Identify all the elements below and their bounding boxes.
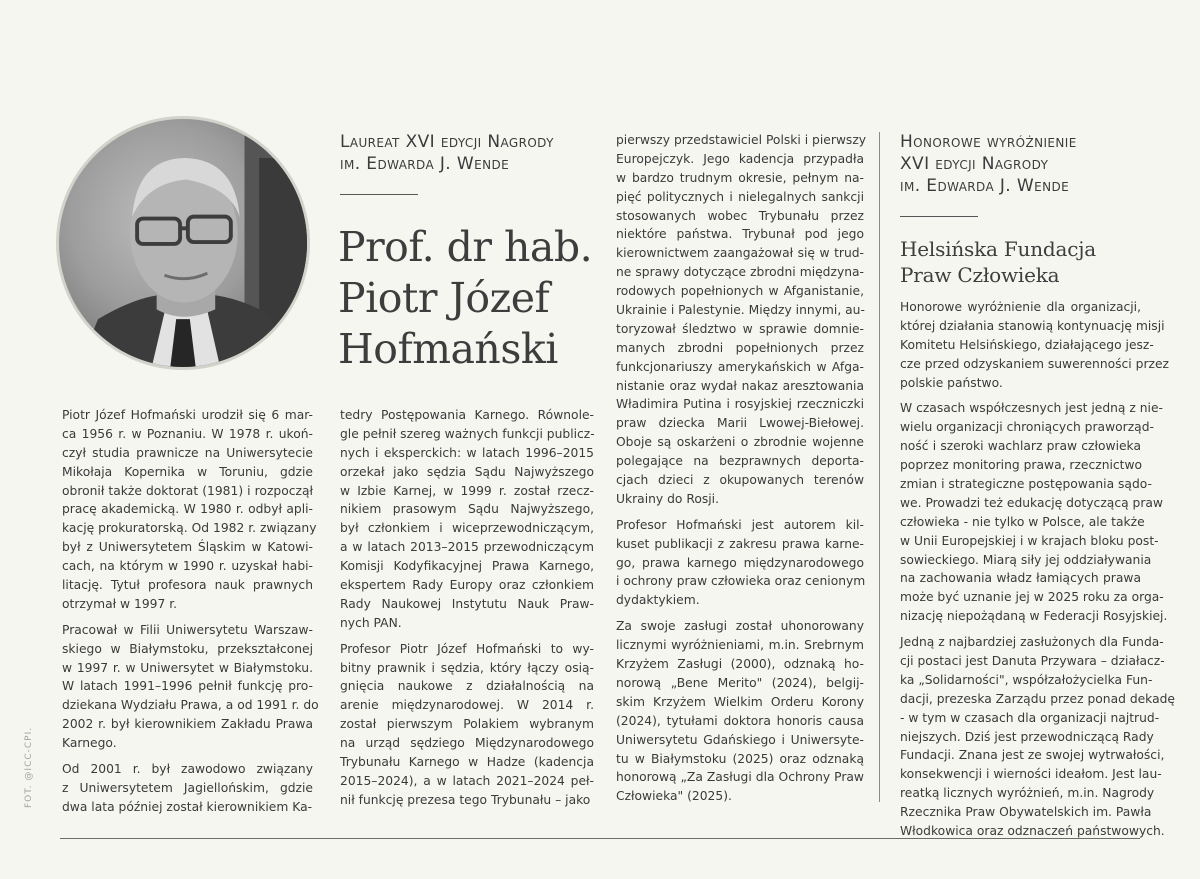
text-line: pracę akademicką. W 1980 r. odbył apli- (62, 502, 313, 517)
text-line: norową „Bene Merito" (2024), belgij- (616, 675, 864, 690)
text-line: dacji, prezeska Zarządu przez ponad dekadę (900, 691, 1175, 706)
text-line: cze przed odzyskaniem suwerenności przez (900, 356, 1169, 371)
kicker-line: im. Edwarda J. Wende (340, 154, 510, 174)
text-line: był z Uniwersytetem Śląskim w Katowi- (62, 540, 313, 555)
text-line: został pierwszym Polakiem wybranym (340, 717, 594, 732)
text-line: Rady Naukowej Instytutu Nauk Praw- (340, 596, 594, 611)
honorable-column (900, 298, 1175, 848)
text-line: Profesor Piotr Józef Hofmański to wy- (340, 641, 594, 656)
name-line: Piotr Józef (338, 274, 550, 322)
laureate-kicker (340, 131, 554, 175)
column-divider (879, 132, 880, 802)
name-line: Hofmański (338, 325, 558, 373)
paragraph (900, 633, 1175, 841)
kicker-line: Laureat XVI edycji Nagrody (340, 132, 554, 152)
laureate-name (338, 222, 592, 375)
text-line: dydaktykiem. (616, 593, 700, 608)
bio-column-2 (340, 406, 594, 817)
photo-credit: FOT. @ICC-CPI. (24, 726, 34, 808)
name-line: Prof. dr hab. (338, 223, 593, 271)
text-line: zmian i strategiczne postępowania sądo- (900, 477, 1152, 492)
paragraph (62, 621, 319, 753)
text-line: Człowieka" (2025). (616, 789, 732, 804)
text-line: niektóre państwa. Trybunał pod jego (616, 227, 864, 242)
text-line: Ukrainy do Rosji. (616, 491, 720, 506)
text-line: Władimira Putina i rosyjskiej rzeczniczki (616, 397, 864, 412)
text-line: nikiem prasowym Sądu Najwyższego, (340, 502, 594, 517)
text-line: honorową „Za Zasługi dla Ochrony Praw (616, 770, 864, 785)
text-line: Włodkowica oraz odznaczeń państwowych. (900, 824, 1165, 839)
text-line: Honorowe wyróżnienie dla organizacji, (900, 300, 1141, 314)
text-line: z Uniwersytetem Jagiellońskim, gdzie (62, 780, 313, 795)
text-line: 2015–2024), a w latach 2021–2024 peł- (340, 773, 594, 788)
text-line: w Unii Europejskiej i w krajach bloku post- (900, 533, 1159, 548)
text-line: a w latach 2013–2015 przewodniczącym (340, 540, 594, 555)
text-line: w 1997 r. w Uniwersytet w Białymstoku. (62, 660, 313, 675)
text-line: polskie państwo. (900, 375, 1003, 390)
text-line: cji postaci jest Danuta Przywara – działacz- (900, 654, 1165, 669)
text-line: toryzował śledztwo w sprawie domnie- (616, 321, 864, 336)
text-line: praw dziecka Marii Lwowej-Biełowej. (616, 416, 864, 431)
text-line: tedry Postępowania Karnego. Równole- (340, 408, 594, 422)
kicker-line: XVI edycji Nagrody (900, 154, 1049, 174)
text-line: stosowanych wobec Trybunału przez (616, 208, 864, 223)
text-line: wielu organizacji chroniących praworząd- (900, 420, 1154, 435)
text-line: niejszych. Dziś jest przewodniczącą Rady (900, 729, 1154, 744)
paragraph (900, 298, 1169, 392)
text-line: czył studia prawnicze na Uniwersytecie (62, 445, 313, 460)
text-line: Pracował w Filii Uniwersytetu Warszaw- (62, 622, 313, 637)
bottom-rule (60, 838, 1140, 839)
text-line: cjach dzieci z okupowanych terenów (616, 473, 864, 488)
text-line: sowieckiego. Miarą siły jej oddziaływania (900, 552, 1152, 567)
text-line: Krzyżem Zasługi (2000), odznaką ho- (616, 657, 864, 672)
paragraph (340, 640, 594, 810)
text-line: na urząd sędziego Międzynarodowego (340, 736, 594, 751)
text-line: nizację niepożądaną w Federacji Rosyjskiej. (900, 609, 1168, 624)
text-line: kierownictwem zaangażował się w trud- (616, 246, 864, 261)
bio-column-1 (62, 406, 319, 824)
text-line: cach, na którym w 1990 r. uzyskał habi- (62, 559, 313, 574)
text-line: obronił także doktorat (1981) i rozpoczął (62, 483, 313, 498)
text-line: Rzecznika Praw Obywatelskich im. Pawła (900, 805, 1152, 820)
text-line: nistanie oraz wydał nakaz aresztowania (616, 378, 864, 393)
text-line: Europejczyk. Jego kadencja przypadła (616, 151, 864, 166)
text-line: Trybunału Karnego w Hadze (kadencja (340, 755, 594, 770)
paragraph (900, 399, 1168, 626)
name-line: Helsińska Fundacja (900, 237, 1096, 261)
paragraph (62, 406, 317, 614)
text-line: 2002 r. był kierownikiem Zakładu Prawa (62, 717, 313, 732)
text-line: ca 1956 r. w Poznaniu. W 1978 r. ukoń- (62, 426, 313, 441)
honorable-name (900, 236, 1096, 288)
text-line: na zachowania władz łamiących prawa (900, 571, 1141, 586)
text-line: Jedną z najbardziej zasłużonych dla Funda- (900, 635, 1164, 650)
honorable-kicker (900, 131, 1077, 197)
text-line: Mikołaja Kopernika w Toruniu, gdzie (62, 464, 313, 479)
text-line: nił funkcję prezesa tego Trybunału – jako (340, 792, 591, 807)
text-line: (2024), tytułami doktora honoris causa (616, 713, 864, 728)
text-line: W czasach współczesnych jest jedną z nie- (900, 401, 1163, 416)
text-line: tu w Białymstoku (2025) oraz odznaką (616, 751, 864, 766)
text-line: Komisji Kodyfikacyjnej Prawa Karnego, (340, 559, 594, 574)
bio-column-3 (616, 131, 867, 813)
text-line: gnięcia naukowe z działalnością na (340, 679, 594, 694)
text-line: Oboje są oskarżeni o zbrodnie wojenne (616, 435, 864, 450)
text-line: licznymi wyróżnieniami, m.in. Srebrnym (616, 638, 864, 653)
text-line: go, prawa karnego międzynarodowego (616, 555, 864, 570)
text-line: konsekwencji i wierności ideałom. Jest lau- (900, 767, 1162, 782)
text-line: ne sprawy dotyczące zbrodni międzyna- (616, 265, 864, 280)
kicker-line: im. Edwarda J. Wende (900, 176, 1070, 196)
text-line: - w tym w czasach dla organizacji najtrud- (900, 710, 1160, 725)
text-line: w bardzo trudnym okresie, pełnym na- (616, 170, 864, 185)
text-line: W latach 1991–1996 pełnił funkcję pro- (62, 679, 313, 694)
text-line: Fundacji. Znana jest ze swojej wytrwałości, (900, 748, 1165, 763)
paragraph (62, 760, 313, 817)
text-line: której działania stanowią kontynuację misji (900, 318, 1165, 333)
text-line: orzekał jako sędzia Sądu Najwyższego (340, 464, 594, 479)
text-line: nych PAN. (340, 615, 402, 630)
text-line: we. Prowadzi też edukację dotyczącą praw (900, 495, 1163, 510)
paragraph (616, 131, 867, 509)
text-line: Komitetu Helsińskiego, działającego jesz- (900, 337, 1154, 352)
text-line: litację. Tytuł profesora nauk prawnych (62, 578, 313, 593)
text-line: skim Krzyżem Wielkim Orderu Korony (616, 694, 864, 709)
text-line: manych zbrodni popełnionych przez (616, 340, 864, 355)
text-line: rodowych popełnionych w Afganistanie, (616, 284, 864, 299)
text-line: poprzez monitoring prawa, rzecznictwo (900, 458, 1143, 473)
portrait-photo (56, 116, 310, 370)
text-line: i ochrony praw człowieka oraz cenionym (616, 574, 866, 589)
text-line: ność i szeroki wachlarz praw człowieka (900, 439, 1141, 454)
text-line: kację prokuratorską. Od 1982 r. związany (62, 521, 317, 536)
heading-divider (340, 194, 418, 195)
text-line: człowieka - nie tylko w Polsce, ale także (900, 514, 1145, 529)
text-line: reatką licznych wyróżnień, m.in. Nagrody (900, 786, 1155, 801)
text-line: arenie międzynarodowej. W 2014 r. (340, 698, 594, 713)
portrait-illustration-icon (59, 119, 307, 367)
text-line: może być uznanie jej w 2025 roku za orga- (900, 590, 1164, 605)
text-line: Piotr Józef Hofmański urodził się 6 mar- (62, 408, 313, 422)
text-line: w Izbie Karnej, w 1999 r. został rzecz- (340, 483, 594, 498)
text-line: polegające na bezprawnych deporta- (616, 454, 864, 469)
text-line: Ukrainie i Palestynie. Między innymi, au- (616, 303, 865, 318)
text-line: Profesor Hofmański jest autorem kil- (616, 517, 864, 532)
text-line: bitny prawnik i sędzia, który łączy osią- (340, 660, 594, 675)
text-line: Od 2001 r. był zawodowo związany (62, 762, 313, 777)
text-line: nych i eksperckich: w latach 1996–2015 (340, 445, 594, 460)
text-line: funkcjonariuszy amerykańskich w Afga- (616, 359, 864, 374)
text-line: ka „Solidarności", współzałożycielka Fun- (900, 672, 1153, 687)
text-line: Uniwersytetu Gdańskiego i Uniwersyte- (616, 732, 864, 747)
text-line: dziekana Wydziału Prawa, a od 1991 r. do (62, 698, 319, 713)
text-line: Za swoje zasługi został uhonorowany (616, 619, 864, 634)
text-line: skiego w Białymstoku, przekształconej (62, 641, 313, 656)
paragraph (616, 617, 864, 806)
text-line: Karnego. (62, 736, 117, 751)
paragraph (616, 516, 864, 610)
kicker-line: Honorowe wyróżnienie (900, 132, 1077, 152)
paragraph (340, 406, 594, 633)
text-line: ekspertem Rady Europy oraz członkiem (340, 578, 594, 593)
text-line: pierwszy przedstawiciel Polski i pierwszy (616, 133, 867, 147)
text-line: kuset publikacji z zakresu prawa karne- (616, 536, 864, 551)
heading-divider (900, 216, 978, 217)
text-line: dwa lata później został kierownikiem Ka- (62, 799, 313, 814)
text-line: pięć politycznych i nielegalnych sankcji (616, 189, 864, 204)
name-line: Praw Człowieka (900, 263, 1060, 287)
text-line: był członkiem i wiceprzewodniczącym, (340, 521, 594, 536)
text-line: gle pełnił szereg ważnych funkcji publicz- (340, 426, 595, 441)
text-line: otrzymał w 1997 r. (62, 596, 178, 611)
